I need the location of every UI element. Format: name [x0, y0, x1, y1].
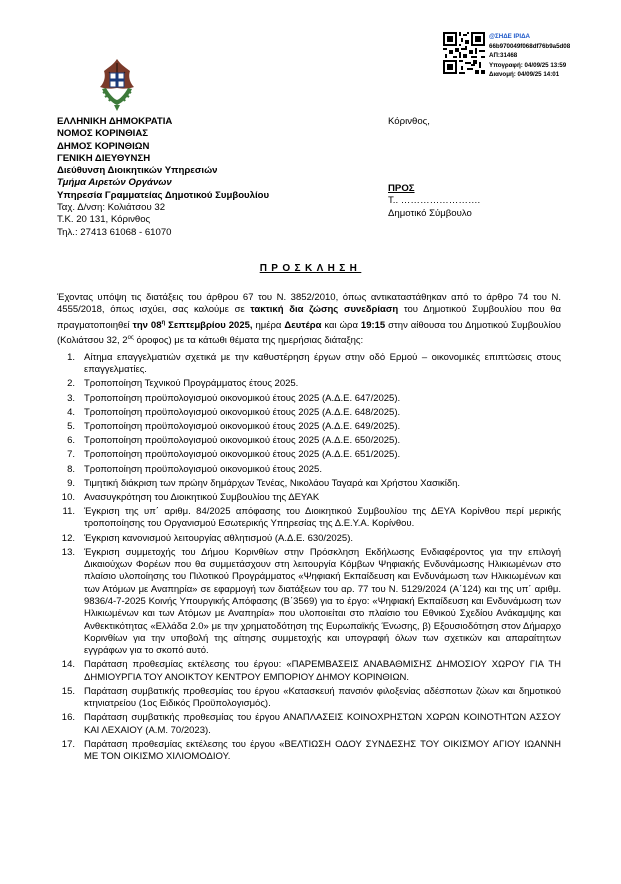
agenda-text: Παράταση προθεσμίας εκτέλεσης του έργου «ΒΕΛΤΙΩΣΗ ΟΔΟΥ ΣΥΝΔΕΣΗΣ ΤΟΥ ΟΙΚΙΣΜΟΥ ΑΓΙΟΥ ΙΩΑΝΝΗ ΜΕ ΤΟΝ ΟΙΚΙΣΜΟ ΧΙΛΙΟΜΟΔΙΟΥ.	[84, 738, 561, 763]
agenda-text: Τροποποίηση προϋπολογισμού οικονομικού έτους 2025 (Α.Δ.Ε. 650/2025).	[84, 435, 401, 447]
agenda-text: Αίτημα επαγγελματιών σχετικά με την καθυστέρηση έργων στην οδό Ερμού – οικονομικές επιπτώσεις στους επαγγελματίες.	[84, 352, 561, 376]
intro-text: και ώρα	[321, 319, 361, 331]
agenda-number: 9.	[67, 477, 75, 489]
agenda-item	[57, 435, 561, 447]
date-day: την 08	[132, 319, 162, 331]
intro-paragraph	[57, 292, 561, 348]
intro-text: Έχοντας υπόψη τις διατάξεις του άρθρου 67 του Ν. 3852/2010, όπως αντικαταστάθηκαν από το άρθρο 74 του Ν. 4555/2018, όπως ισχύει, σας καλούμε σε	[57, 292, 561, 316]
signature-ref: ΑΠ:31468	[489, 52, 518, 60]
intro-text: στην αίθουσα του Δημοτικού Συμβουλίου (Κολιάτσου 32, 2	[57, 319, 562, 347]
agenda-text: Έγκριση κανονισμού λειτουργίας αθλητισμού (Α.Δ.Ε. 630/2025).	[84, 532, 354, 544]
agenda-text: Τροποποίηση προϋπολογισμού οικονομικού έτους 2025 (Α.Δ.Ε. 651/2025).	[84, 449, 401, 461]
agenda-item	[57, 393, 561, 405]
agenda-text: Τροποποίηση προϋπολογισμού οικονομικού έτους 2025 (Α.Δ.Ε. 648/2025).	[84, 406, 401, 418]
to-line: Τ.. …………………….	[388, 195, 481, 207]
agenda-item	[57, 378, 561, 390]
agenda-number: 13.	[61, 546, 75, 558]
meeting-date	[133, 320, 253, 331]
agenda-number: 15.	[61, 685, 75, 697]
intro-text: όροφος) με τα κάτωθι θέματα της ημερήσιας διάταξης:	[133, 335, 364, 347]
agenda-item	[57, 739, 561, 764]
intro-text: ημέρα	[252, 319, 285, 331]
intro-text: του Δημοτικού Συμβουλίου που θα πραγματοποιηθεί	[57, 304, 561, 331]
to-recipient: Δημοτικό Σύμβουλο	[388, 207, 472, 219]
agenda-item	[57, 547, 561, 658]
date-month-year: Σεπτεμβρίου 2025,	[165, 319, 253, 331]
to-label: ΠΡΟΣ	[388, 183, 415, 194]
agenda-text: Παράταση συμβατικής προθεσμίας του έργου ΑΝΑΠΛΑΣΕΙΣ ΚΟΙΝΟΧΡΗΣΤΩΝ ΧΩΡΩΝ ΚΟΙΝΟΤΗΤΩΝ ΑΣΣΟΥ ΚΑΙ ΛΕΧΑΙΟΥ (Α.Μ. 70/2023).	[84, 712, 561, 736]
agenda-item	[57, 464, 561, 476]
agenda-number: 8.	[67, 463, 75, 475]
recipient-block	[388, 183, 480, 220]
agenda-number: 7.	[67, 449, 75, 461]
agenda-number: 6.	[67, 435, 75, 447]
agenda-item	[57, 352, 561, 377]
agenda-number: 1.	[67, 352, 75, 363]
agenda-number: 2.	[67, 378, 75, 390]
agenda-number: 10.	[61, 491, 75, 503]
meeting-day: Δευτέρα	[284, 319, 322, 331]
meeting-time: 19:15	[360, 319, 386, 331]
agenda-number: 4.	[67, 406, 75, 418]
agenda-item	[57, 712, 561, 737]
agenda-number: 12.	[61, 532, 75, 544]
signature-distributed: Διανομή: 04/09/25 14:01	[489, 71, 560, 79]
agenda-text: Παράταση συμβατικής προθεσμίας του έργου «Κατασκευή πανσιόν φιλοξενίας αδέσποτων ζώων και δημοτικού κτηνιατρείου (1ος Ειδικός Προϋπολογισμός).	[84, 685, 561, 710]
place-date: Κόρινθος,	[388, 116, 430, 127]
greek-republic-emblem-icon	[92, 55, 142, 113]
agenda-number: 3.	[67, 392, 75, 404]
intro-bold: τακτική δια ζώσης συνεδρίαση	[250, 304, 399, 316]
header-line: ΔΗΜΟΣ ΚΟΡΙΝΘΙΩΝ	[57, 140, 150, 152]
agenda-item	[57, 659, 561, 684]
agenda-list	[57, 352, 561, 765]
signature-signed: Υπογραφή: 04/09/25 13:59	[489, 61, 567, 69]
header-line: Τηλ.: 27413 61068 - 61070	[57, 226, 172, 238]
date-suffix: η	[161, 319, 166, 326]
agenda-text: Ανασυγκρότηση του Διοικητικού Συμβουλίου της ΔΕΥΑΚ	[84, 491, 320, 503]
agenda-number: 17.	[61, 738, 75, 750]
agenda-item	[57, 492, 561, 504]
agenda-item	[57, 421, 561, 433]
signature-system: @ΣΗΔΕ ΙΡΙΔΑ	[489, 33, 530, 40]
page-title: ΠΡΟΣΚΛΗΣΗ	[259, 263, 362, 274]
agenda-number: 14.	[61, 659, 75, 671]
header-line: ΓΕΝΙΚΗ ΔΙΕΥΘΥΝΣΗ	[57, 152, 151, 164]
agenda-text: Τροποποίηση Τεχνικού Προγράμματος έτους 2025.	[84, 378, 299, 390]
header-line: Τμήμα Αιρετών Οργάνων	[57, 177, 172, 189]
agenda-number: 11.	[62, 506, 75, 518]
floor-suffix: ος	[127, 335, 134, 342]
agenda-item	[57, 449, 561, 461]
header-line: ΝΟΜΟΣ ΚΟΡΙΝΘΙΑΣ	[57, 128, 149, 140]
agenda-text: Τιμητική διάκριση των πρώην δημάρχων Τενέας, Νικολάου Ταγαρά και Χρήστου Χασικίδη.	[84, 477, 461, 489]
header-line: Διεύθυνση Διοικητικών Υπηρεσιών	[57, 165, 218, 177]
agenda-item	[57, 686, 561, 711]
header-line: Τ.Κ. 20 131, Κόρινθος	[57, 214, 151, 226]
agenda-number: 5.	[67, 421, 75, 433]
header-line: Υπηρεσία Γραμματείας Δημοτικού Συμβουλίου	[57, 189, 270, 201]
qr-code-icon	[443, 32, 485, 74]
agenda-item	[57, 533, 561, 545]
agenda-item	[57, 407, 561, 419]
header-line: ΕΛΛΗΝΙΚΗ ΔΗΜΟΚΡΑΤΙΑ	[57, 116, 173, 127]
agenda-text: Τροποποίηση προϋπολογισμού οικονομικού έτους 2025 (Α.Δ.Ε. 649/2025).	[84, 421, 401, 433]
agenda-item	[57, 478, 561, 490]
agenda-number: 16.	[61, 712, 75, 724]
agenda-text: Έγκριση συμμετοχής του Δήμου Κορινθίων στην Πρόσκληση Εκδήλωσης Ενδιαφέροντος για την επιλογή Δικαιούχων Φορέων που θα συμμετάσχουν στη λειτουργία Κόμβων Ψηφιακής Ενδυνάμωσης Ηλικιωμένων στο πλαίσιο υλοποίησης του Πιλοτικού Προγράμματος «Ψηφιακή Εκπαίδευση και Ενδυνάμωση των Ηλικιωμένων και των Ατόμων με Αναπηρία» σε εφαρμογή των διατάξεων του αρ. 77 του Ν. 5129/2024 (Α΄124) και της υπ΄ αριθμ. 9836/4-7-2025 Κοινής Υπουργικής Απόφασης (Β΄3569) για το έργο: «Ψηφιακή Εκπαίδευση και Ενδυνάμωση των Ηλικιωμένων και των Ατόμων με Αναπηρία» που υλοποιείται στο πλαίσιο του Εθνικού Σχεδίου Ανάκαμψης και Ανθεκτικότητας «Ελλάδα 2.0» με την χρηματοδότηση της Ευρωπαϊκής Ένωσης, β) Εξουσιοδότηση στον Δήμαρχο Κορινθίων για την υποβολή της αίτησης συμμετοχής και υπογραφή όλων των σχετικών και απαραίτητων εγγράφων για το σκοπό αυτό.	[84, 546, 561, 657]
agenda-text: Παράταση προθεσμίας εκτέλεσης του έργου: «ΠΑΡΕΜΒΑΣΕΙΣ ΑΝΑΒΑΘΜΙΣΗΣ ΔΗΜΟΣΙΟΥ ΧΩΡΟΥ ΓΙΑ ΤΗ ΔΗΜΙΟΥΡΓΙΑ ΤΟΥ ΑΝΟΙΚΤΟΥ ΚΕΝΤΡΟΥ ΕΜΠΟΡΙΟΥ ΔΗΜΟΥ ΚΟΡΙΝΘΙΩΝ.	[84, 659, 561, 683]
agenda-text: Τροποποίηση προϋπολογισμού οικονομικού έτους 2025.	[84, 463, 322, 475]
agenda-text: Έγκριση της υπ΄ αριθμ. 84/2025 απόφασης του Διοικητικού Συμβουλίου της ΔΕΥΑ Κορίνθου περί μερικής τροποποίησης του Οργανισμού Εσωτερικής Υπηρεσίας της Δ.Ε.Υ.Α. Κορίνθου.	[84, 506, 561, 530]
agenda-text: Τροποποίηση προϋπολογισμού οικονομικού έτους 2025 (Α.Δ.Ε. 647/2025).	[84, 392, 401, 404]
sender-header	[57, 116, 269, 239]
signature-hash: 66b970049f068df76b9a5d08	[489, 42, 571, 50]
header-line: Ταχ. Δ/νση: Κολιάτσου 32	[57, 202, 166, 214]
agenda-item	[57, 506, 561, 531]
digital-signature-block	[489, 32, 570, 80]
